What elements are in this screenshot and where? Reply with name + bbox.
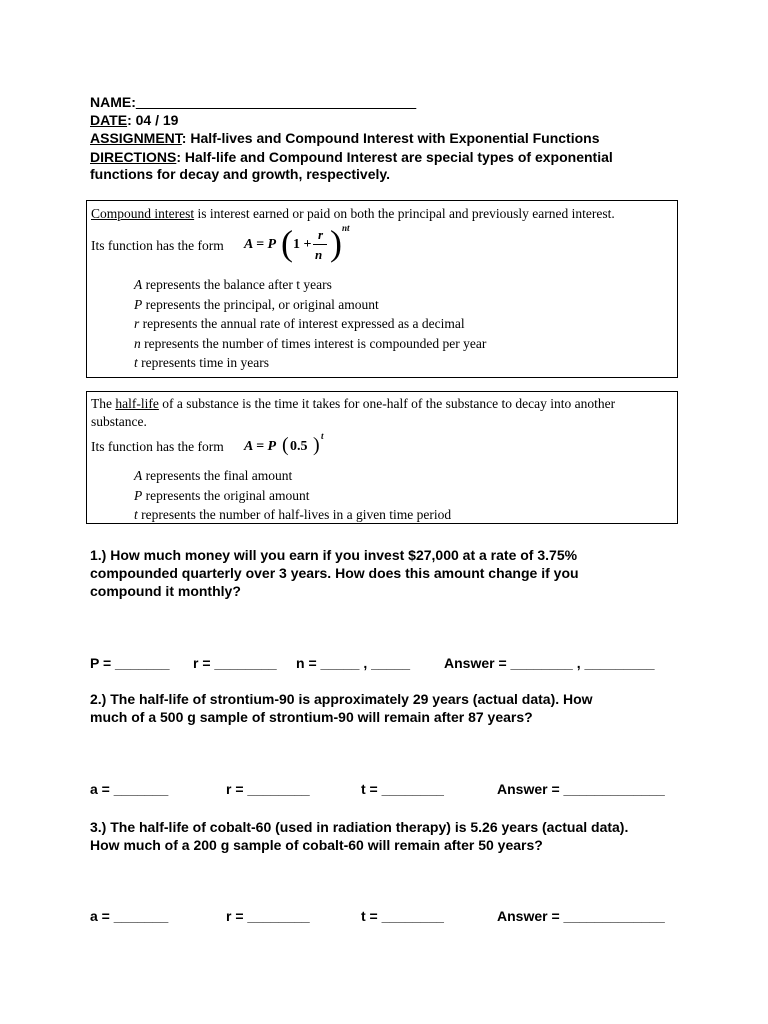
answer-blank-r[interactable]: r = ________ <box>193 655 277 671</box>
halflife-definition-continued: substance. <box>91 414 147 429</box>
halflife-term: half-life <box>115 396 159 411</box>
variable-definition <box>134 354 269 372</box>
answer-blank-final[interactable]: Answer = _____________ <box>497 908 665 924</box>
answer-blank-r[interactable]: r = ________ <box>226 908 310 924</box>
compound-form-label: Its function has the form <box>91 238 224 253</box>
question-2 <box>90 690 690 726</box>
variable-symbol: A <box>134 468 143 483</box>
assignment-line <box>90 129 600 147</box>
variable-definition <box>134 315 465 333</box>
date-label: DATE <box>90 112 128 128</box>
hl-formula-lhs: A = P <box>244 439 277 454</box>
question-1-line-2: compounded quarterly over 3 years. How does this amount change if you <box>90 565 579 581</box>
formula-right-paren: ) <box>330 223 342 263</box>
variable-description: represents the principal, or original amount <box>142 296 379 312</box>
question-3 <box>90 818 690 854</box>
answer-blank-t[interactable]: t = ________ <box>361 781 444 797</box>
question-3-line-1: 3.) The half-life of cobalt-60 (used in radiation therapy) is 5.26 years (actual data). <box>90 819 629 835</box>
directions-label: DIRECTIONS <box>90 149 177 165</box>
compound-term: Compound interest <box>91 206 195 221</box>
question-3-line-2: How much of a 200 g sample of cobalt-60 will remain after 50 years? <box>90 837 543 853</box>
question-2-line-1: 2.) The half-life of strontium-90 is approximately 29 years (actual data). How <box>90 691 593 707</box>
formula-denominator: n <box>315 247 323 262</box>
variable-definition <box>134 467 292 485</box>
halflife-prefix: The <box>91 396 116 411</box>
directions-line <box>90 148 613 166</box>
assignment-label: ASSIGNMENT <box>90 130 182 146</box>
variable-symbol: t <box>134 355 138 370</box>
halflife-form-label: Its function has the form <box>91 439 224 454</box>
answer-blank-n[interactable]: n = _____ , _____ <box>296 655 411 671</box>
variable-description: represents the final amount <box>142 468 293 483</box>
answer-blank-final[interactable]: Answer = ________ , _________ <box>444 655 655 671</box>
name-blank[interactable]: ____________________________________ <box>135 94 417 110</box>
date-line <box>90 111 178 129</box>
formula-lhs: A = P <box>244 237 277 252</box>
fraction-bar <box>313 244 327 245</box>
name-label: NAME: <box>90 94 136 110</box>
variable-description: represents the original amount <box>142 487 310 503</box>
hl-right-paren: ) <box>313 434 320 456</box>
question-1-line-1: 1.) How much money will you earn if you invest $27,000 at a rate of 3.75% <box>90 547 578 563</box>
variable-symbol: P <box>134 296 143 312</box>
formula-one-plus: 1 + <box>293 237 312 252</box>
answer-blank-a[interactable]: a = _______ <box>90 908 169 924</box>
variable-definition <box>134 296 379 314</box>
answer-blank-a[interactable]: a = _______ <box>90 781 169 797</box>
answer-blank-p[interactable]: P = _______ <box>90 655 170 671</box>
directions-value: : Half-life and Compound Interest are special types of exponential <box>176 149 613 165</box>
variable-definition <box>134 506 451 524</box>
assignment-value: : Half-lives and Compound Interest with Exponential Functions <box>181 130 600 146</box>
compound-definition <box>91 205 615 223</box>
variable-symbol: t <box>134 507 138 522</box>
variable-description: represents the annual rate of interest expressed as a decimal <box>139 316 465 331</box>
variable-symbol: P <box>134 487 143 503</box>
half-life-box <box>86 391 678 524</box>
variable-description: represents time in years <box>137 355 269 370</box>
formula-numerator: r <box>318 227 324 242</box>
question-1 <box>90 546 690 600</box>
variable-description: represents the number of half-lives in a given time period <box>137 507 452 522</box>
half-life-formula <box>244 430 334 460</box>
hl-formula-exponent: t <box>321 431 324 441</box>
variable-description: represents the number of times interest is compounded per year <box>140 335 487 351</box>
halflife-definition <box>91 395 615 413</box>
question-2-line-2: much of a 500 g sample of strontium-90 will remain after 87 years? <box>90 709 533 725</box>
variable-definition <box>134 276 332 294</box>
halflife-definition-text: of a substance is the time it takes for one-half of the substance to decay into another <box>158 396 616 411</box>
answer-blank-final[interactable]: Answer = _____________ <box>497 781 665 797</box>
answer-blank-r[interactable]: r = ________ <box>226 781 310 797</box>
question-1-line-3: compound it monthly? <box>90 583 241 599</box>
formula-exponent: nt <box>342 223 350 233</box>
name-line <box>90 93 416 111</box>
variable-symbol: A <box>134 277 143 292</box>
formula-left-paren: ( <box>281 223 293 263</box>
question-3-answer-row <box>90 907 690 925</box>
variable-description: represents the balance after t years <box>142 277 332 292</box>
variable-symbol: r <box>134 316 140 331</box>
date-value: : 04 / 19 <box>127 112 179 128</box>
variable-symbol: n <box>134 335 141 351</box>
directions-continued: functions for decay and growth, respectively. <box>90 166 391 182</box>
compound-interest-formula <box>244 223 354 273</box>
hl-left-paren: ( <box>282 434 289 456</box>
answer-blank-t[interactable]: t = ________ <box>361 908 444 924</box>
compound-interest-box <box>86 200 678 378</box>
question-1-answer-row <box>90 654 690 672</box>
compound-definition-text: is interest earned or paid on both the principal and previously earned interest. <box>194 206 615 221</box>
variable-definition <box>134 335 486 353</box>
hl-formula-base: 0.5 <box>290 439 308 454</box>
variable-definition <box>134 487 309 505</box>
question-2-answer-row <box>90 780 690 798</box>
